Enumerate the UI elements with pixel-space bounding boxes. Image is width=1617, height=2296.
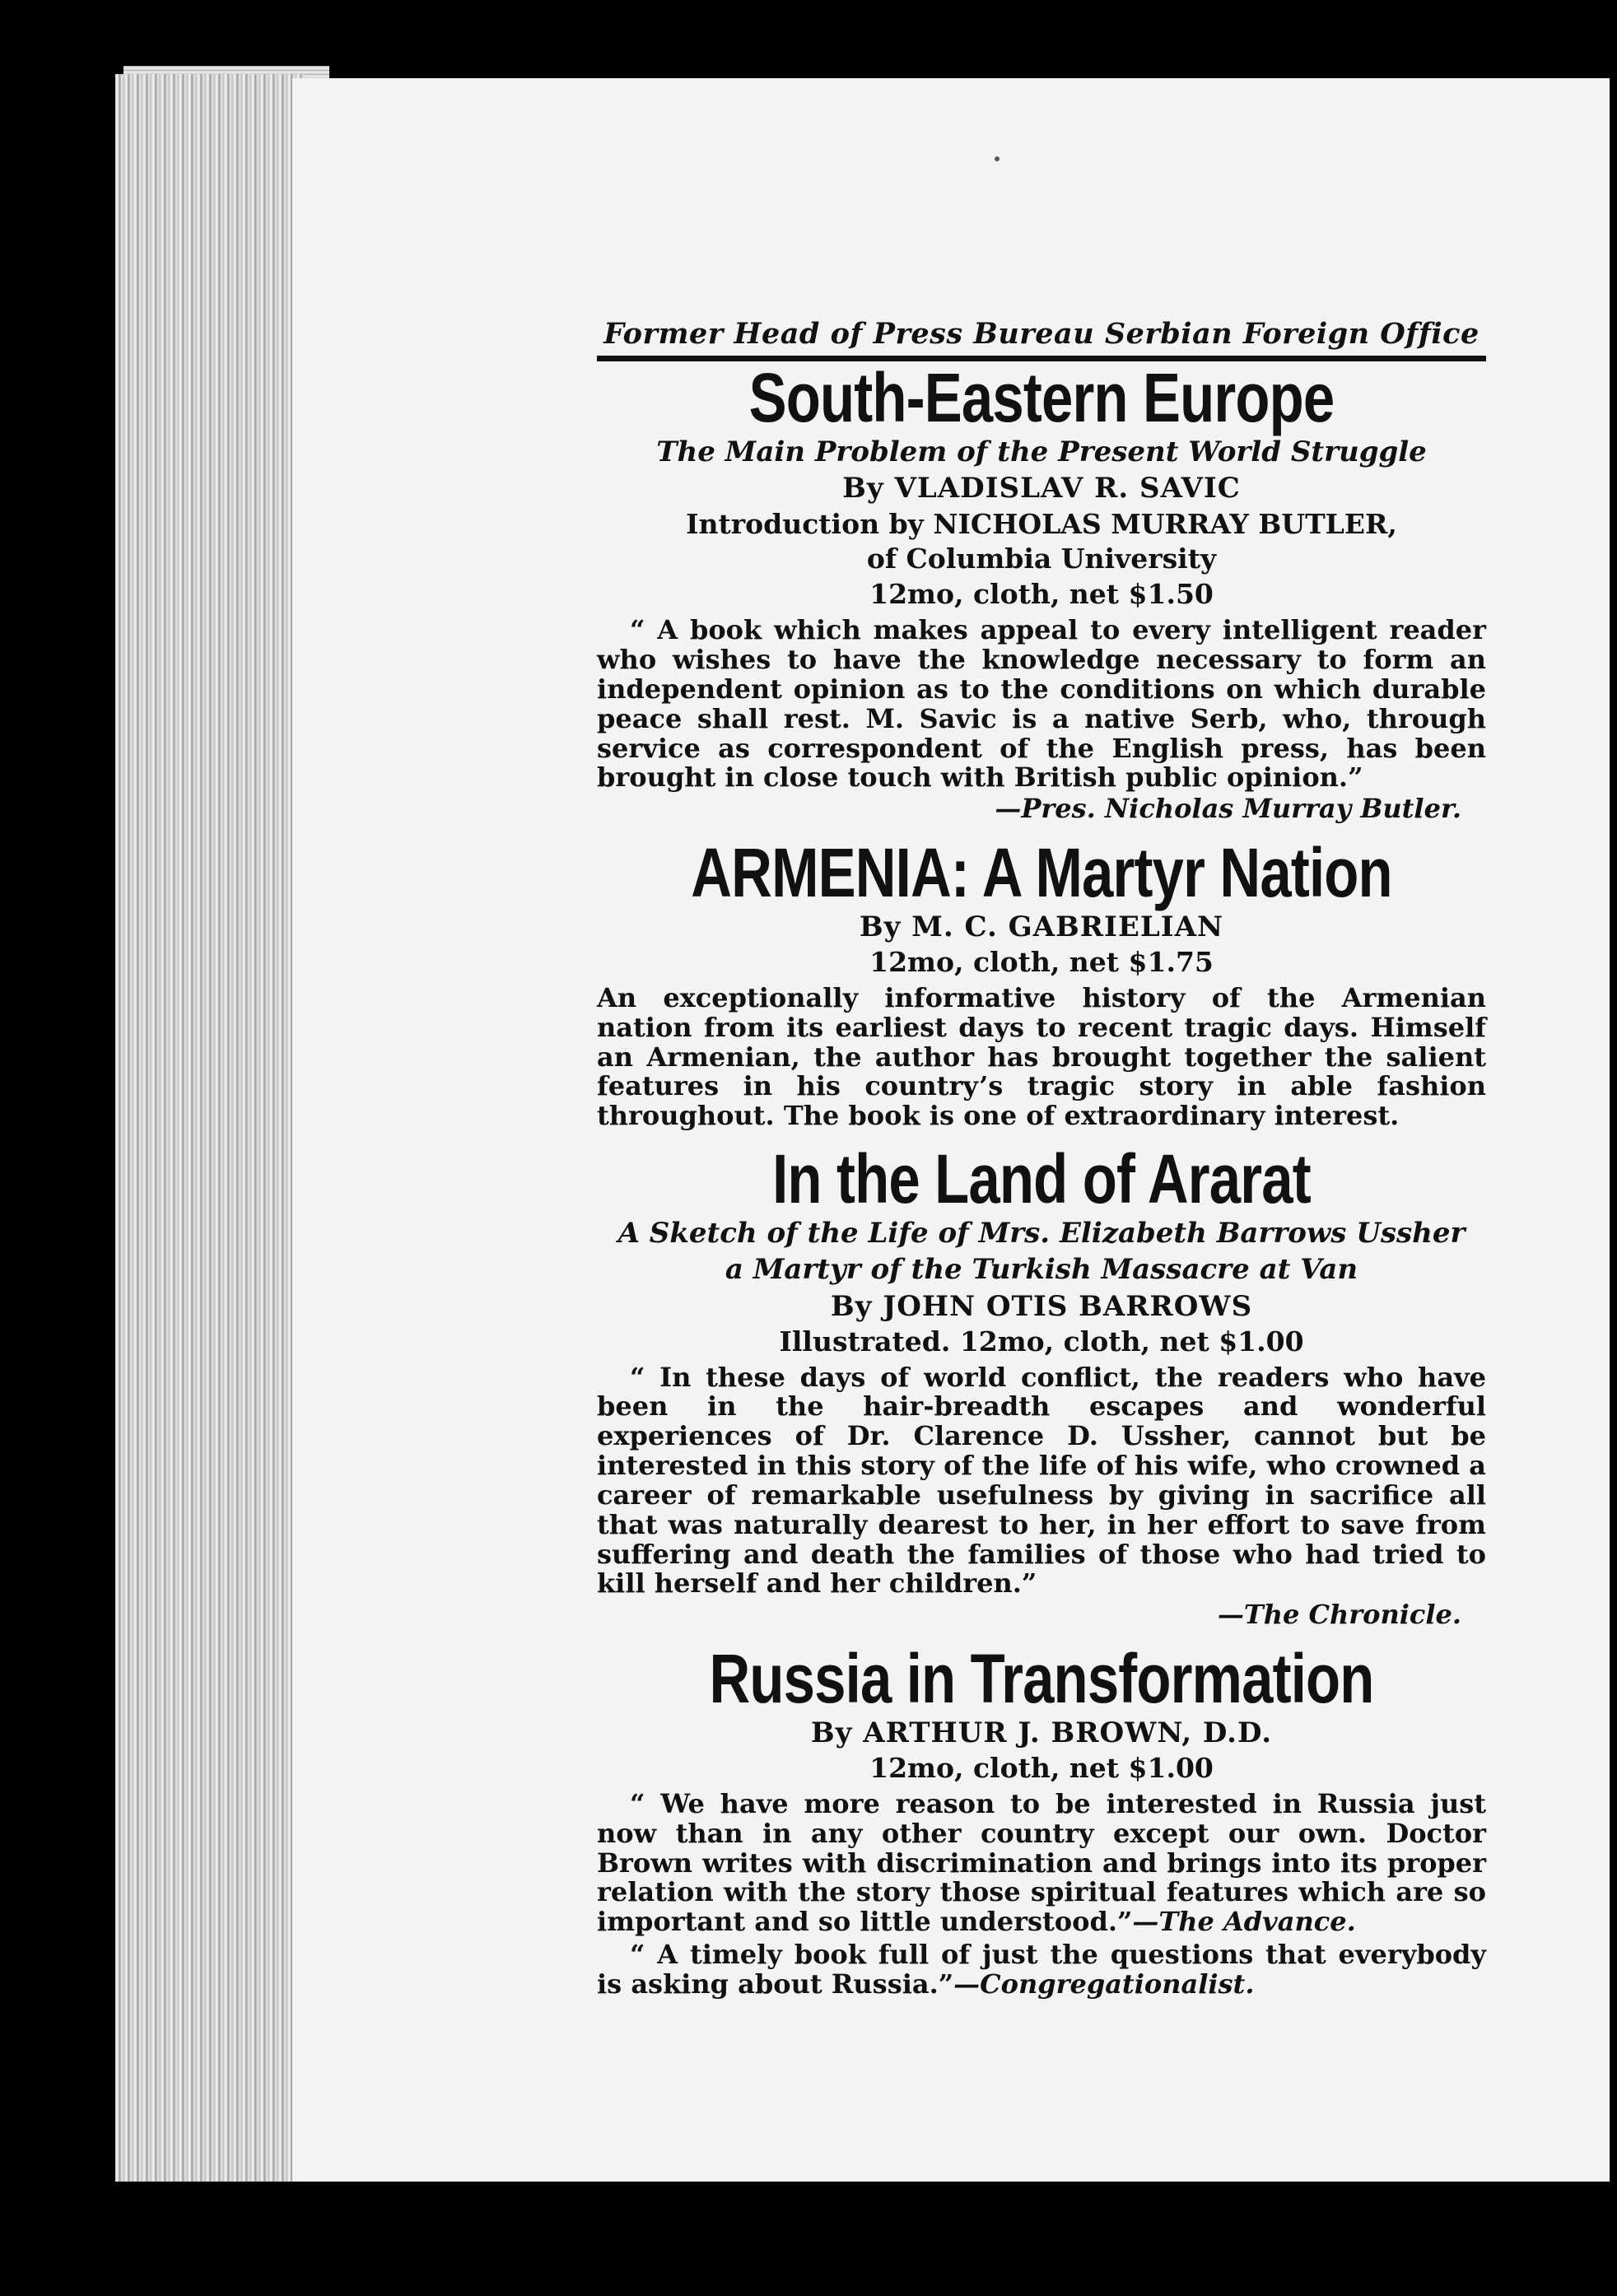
book-armenia bbox=[597, 833, 1486, 1132]
book-description: An exceptionally informative history of the Armenian nation from its earliest days to recent tragic days. Himself an Armenian, the author has brought together the salient features in his country’s tragic story in able fashion throughout. The book is one of extraordinary interest. bbox=[597, 981, 1486, 1132]
book-price: Illustrated. 12mo, cloth, net $1.00 bbox=[779, 1325, 1304, 1358]
book-author: By JOHN OTIS BARROWS bbox=[830, 1289, 1253, 1323]
review-text: “ We have more reason to be interested in Russia just now than in any other country except our own. Doctor Brown writes with discrimination and brings into its proper relation with the story those spiritual features which are so important and so little understood.” bbox=[597, 1787, 1486, 1938]
book-price: 12mo, cloth, net $1.50 bbox=[869, 578, 1214, 611]
page-edges bbox=[115, 74, 305, 2182]
book-subtitle: The Main Problem of the Present World Struggle bbox=[656, 435, 1427, 469]
book-price: 12mo, cloth, net $1.75 bbox=[869, 945, 1214, 978]
book-title: South-Eastern Europe bbox=[748, 359, 1335, 436]
book-south-eastern-europe bbox=[597, 361, 1486, 825]
book-land-of-ararat bbox=[597, 1140, 1486, 1631]
book-title: In the Land of Ararat bbox=[772, 1140, 1311, 1218]
book-introduction-affiliation: of Columbia University bbox=[866, 543, 1217, 575]
book-subtitle: A Sketch of the Life of Mrs. Elizabeth Barrows Ussher bbox=[617, 1217, 1466, 1250]
speck bbox=[995, 156, 1000, 161]
book-attribution: —Pres. Nicholas Murray Butler. bbox=[995, 793, 1461, 825]
book-description: “ In these days of world conflict, the readers who have been in the hair-breadth escapes and wonderful experiences of Dr. Clarence D. Ussher, cannot but be interested in this story of the life of his wife, who crowned a career of remarkable usefulness by giving in sacrifice all that was naturally dearest to her, in her effort to save from suffering and death the families of those who had tried to kill herself and her children.” bbox=[597, 1361, 1486, 1600]
advertisement-content bbox=[597, 317, 1486, 2000]
book-review-2 bbox=[597, 1940, 1486, 2000]
book-author: By M. C. GABRIELIAN bbox=[859, 910, 1224, 943]
book-russia-in-transformation bbox=[597, 1639, 1486, 2000]
page-header: Former Head of Press Bureau Serbian Foreign Office bbox=[597, 317, 1486, 361]
book-title: ARMENIA: A Martyr Nation bbox=[691, 833, 1392, 911]
book-review-1 bbox=[597, 1787, 1486, 1938]
book-description: “ A book which makes appeal to every intelligent reader who wishes to have the knowledge necessary to form an independent opinion as to the conditions on which durable peace shall rest. M. Savic is a native Serb, who, through service as correspondent of the English press, has been brought in close touch with British public opinion.” bbox=[597, 614, 1486, 794]
book-author: By ARTHUR J. BROWN, D.D. bbox=[810, 1716, 1273, 1749]
review-text: “ A timely book full of just the questions that everybody is asking about Russia.” bbox=[597, 1939, 1486, 2000]
review-source: —Congregationalist. bbox=[953, 1968, 1255, 2000]
book-author: By VLADISLAV R. SAVIC bbox=[842, 472, 1241, 505]
book-introduction: Introduction by NICHOLAS MURRAY BUTLER, bbox=[686, 507, 1397, 540]
book-subtitle-continued: a Martyr of the Turkish Massacre at Van bbox=[725, 1253, 1358, 1287]
review-source: —The Advance. bbox=[1132, 1906, 1356, 1938]
book-title: Russia in Transformation bbox=[709, 1639, 1374, 1717]
book-price: 12mo, cloth, net $1.00 bbox=[869, 1752, 1214, 1785]
book-attribution: —The Chronicle. bbox=[1217, 1599, 1461, 1631]
